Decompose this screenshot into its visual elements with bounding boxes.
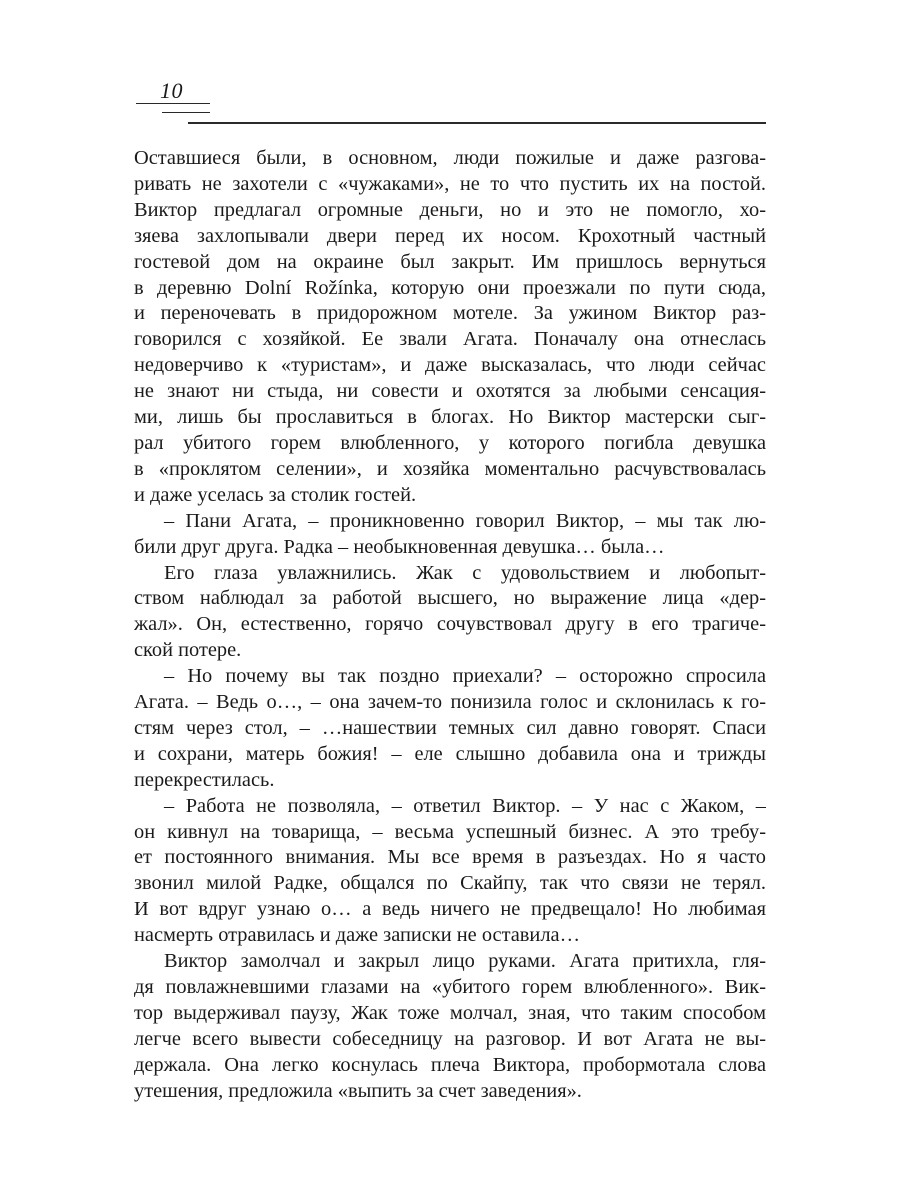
text-line: Его глаза увлажнились. Жак с удовольствием и любопыт-: [164, 561, 766, 584]
text-line: тор выдерживал паузу, Жак тоже молчал, зная, что таким способом: [134, 1001, 766, 1024]
text-line: дя повлажневшими глазами на «убитого горем влюбленного». Вик-: [134, 976, 766, 998]
text-line: Виктор предлагал огромные деньги, но и это не помогло, хо-: [134, 198, 766, 221]
paragraph: [134, 949, 766, 1104]
body-text: [134, 146, 766, 1105]
header-rule-shorter: [162, 112, 210, 113]
paragraph: [134, 664, 766, 794]
text-line: перекрестилась.: [134, 768, 275, 791]
text-line: стям через стол, – …нашествии темных сил давно говорят. Спаси: [134, 716, 766, 739]
text-line: звонил милой Радке, общался по Скайпу, так что связи не терял.: [134, 872, 766, 895]
text-line: Агата. – Ведь о…, – она зачем-то понизила голос и склонилась к го-: [134, 691, 766, 714]
text-line: утешения, предложила «выпить за счет заведения».: [134, 1079, 582, 1102]
text-line: – Но почему вы так поздно приехали? – осторожно спросила: [164, 665, 766, 688]
text-line: недоверчиво к «туристам», и даже высказалась, что люди сейчас: [134, 354, 766, 377]
text-line: ством наблюдал за работой высшего, но выражение лица «дер-: [134, 587, 766, 610]
text-line: Виктор замолчал и закрыл лицо руками. Агата притихла, гля-: [164, 950, 766, 973]
paragraph: [134, 146, 766, 509]
page-number: 10: [160, 78, 183, 103]
paragraph: [134, 561, 766, 665]
text-line: гостевой дом на окраине был закрыт. Им пришлось вернуться: [134, 250, 766, 273]
header-rule-long: [188, 122, 766, 124]
text-line: зяева захлопывали двери перед их носом. Крохотный частный: [134, 224, 766, 247]
text-line: ской потере.: [134, 639, 242, 662]
text-line: держала. Она легко коснулась плеча Виктора, пробормотала слова: [134, 1053, 766, 1076]
text-line: и переночевать в придорожном мотеле. За ужином Виктор раз-: [134, 302, 766, 325]
text-line: рал убитого горем влюбленного, у которого погибла девушка: [134, 431, 766, 454]
paragraph: [134, 794, 766, 949]
text-line: в деревню Dolní Rožínka, которую они проезжали по пути сюда,: [134, 276, 766, 299]
header-rule-short: [136, 103, 210, 104]
text-line: он кивнул на товарища, – весьма успешный бизнес. А это требу-: [134, 820, 766, 843]
text-line: – Пани Агата, – проникновенно говорил Виктор, – мы так лю-: [164, 509, 766, 532]
text-line: легче всего вывести собеседницу на разговор. И вот Агата не вы-: [134, 1027, 766, 1050]
text-line: – Работа не позволяла, – ответил Виктор. – У нас с Жаком, –: [164, 794, 766, 817]
text-line: жал». Он, естественно, горячо сочувствовал другу в его трагиче-: [134, 613, 766, 636]
text-line: насмерть отравилась и даже записки не оставила…: [134, 924, 580, 947]
text-line: и даже уселась за столик гостей.: [134, 483, 417, 506]
text-line: в «проклятом селении», и хозяйка моментально расчувствовалась: [134, 457, 766, 480]
paragraph: [134, 509, 766, 561]
text-line: ми, лишь бы прославиться в блогах. Но Виктор мастерски сыг-: [134, 406, 766, 429]
text-line: ривать не захотели с «чужаками», не то что пустить их на постой.: [134, 172, 766, 195]
text-line: И вот вдруг узнаю о… а ведь ничего не предвещало! Но любимая: [134, 898, 766, 921]
text-line: били друг друга. Радка – необыкновенная девушка… была…: [134, 535, 665, 558]
text-line: говорился с хозяйкой. Ее звали Агата. Поначалу она отнеслась: [134, 328, 766, 351]
text-line: не знают ни стыда, ни совести и охотятся за любыми сенсация-: [134, 380, 766, 403]
page-header: [0, 0, 900, 130]
text-line: ет постоянного внимания. Мы все время в разъездах. Но я часто: [134, 846, 766, 869]
text-line: и сохрани, матерь божия! – еле слышно добавила она и трижды: [134, 742, 766, 765]
text-line: Оставшиеся были, в основном, люди пожилые и даже разгова-: [134, 147, 766, 169]
